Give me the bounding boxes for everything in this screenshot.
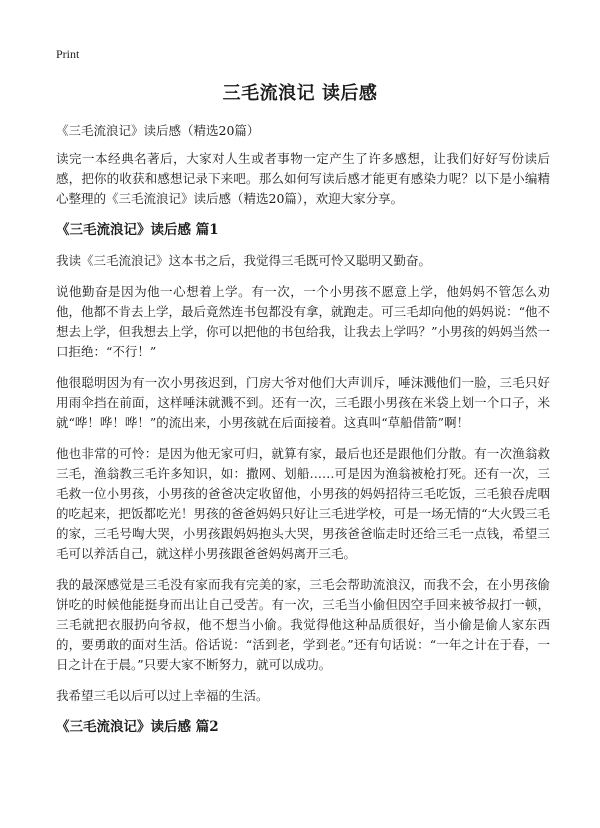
section-heading-2: 《三毛流浪记》读后感 篇2 bbox=[56, 719, 219, 735]
article-body bbox=[56, 149, 550, 748]
paragraph: 他很聪明因为有一次小男孩迟到，门房大爷对他们大声训斥，唾沫溅他们一脸，三毛只好用雨伞挡在前面，这样唾沫就溅不到。还有一次，三毛跟小男孩在米袋上划一个口子，米就“哗！哗！哗！”的流出来，小男孩就在后面接着。这真叫“草船借箭”啊！ bbox=[56, 375, 550, 430]
paragraph: 说他勤奋是因为他一心想着上学。有一次，一个小男孩不愿意上学，他妈妈不管怎么劝他，他都不肯去上学，最后竟然连书包都没有拿，就跑走。可三毛却向他的妈妈说：“他不想去上学，但我想去上学，你可以把他的书包给我，让我去上学吗？”小男孩的妈妈当然一口拒绝：“不行！” bbox=[56, 284, 550, 359]
document-subtitle: 《三毛流浪记》读后感（精选20篇） bbox=[56, 123, 260, 138]
page-title: 三毛流浪记 读后感 bbox=[222, 83, 378, 104]
intro-paragraph: 读完一本经典名著后，大家对人生或者事物一定产生了许多感想，让我们好好写份读后感，把你的收获和感想记录下来吧。那么如何写读后感才能更有感染力呢？以下是小编精心整理的《三毛流浪记》读后感（精选20篇），欢迎大家分享。 bbox=[56, 151, 550, 206]
print-link[interactable]: Print bbox=[56, 47, 80, 61]
paragraph: 他也非常的可怜：是因为他无家可归，就算有家，最后也还是跟他们分散。有一次渔翁救三毛，渔翁教三毛许多知识，如：撒网、划船……可是因为渔翁被枪打死。还有一次，三毛救一位小男孩，小男孩的爸爸决定收留他，小男孩的妈妈招待三毛吃饭，三毛狼吞虎咽的吃起来，把饭都吃光！男孩的爸爸妈妈只好让三毛进学校，可是一场无情的“大火毁三毛的家，三毛号啕大哭，小男孩跟妈妈抱头大哭，男孩爸爸临走时还给三毛一点钱，希望三毛可以养活自己，就这样小男孩跟爸爸妈妈离开三毛。 bbox=[56, 446, 550, 561]
paragraph: 我希望三毛以后可以过上幸福的生活。 bbox=[56, 688, 269, 703]
section-heading-1: 《三毛流浪记》读后感 篇1 bbox=[56, 222, 219, 238]
paragraph: 我的最深感觉是三毛没有家而我有完美的家，三毛会帮助流浪汉，而我不会，在小男孩偷饼吃的时候他能挺身而出让自己受苦。有一次，三毛当小偷但因空手回来被爷叔打一顿，三毛就把衣服扔向爷叔，他不想当小偷。我觉得他这种品质很好，当小偷是偷人家东西的，要勇敢的面对生活。俗话说：“活到老，学到老。”还有句话说：“一年之计在于春，一日之计在于晨。”只要大家不断努力，就可以成功。 bbox=[56, 577, 550, 672]
paragraph: 我读《三毛流浪记》这本书之后，我觉得三毛既可怜又聪明又勤奋。 bbox=[56, 253, 432, 268]
